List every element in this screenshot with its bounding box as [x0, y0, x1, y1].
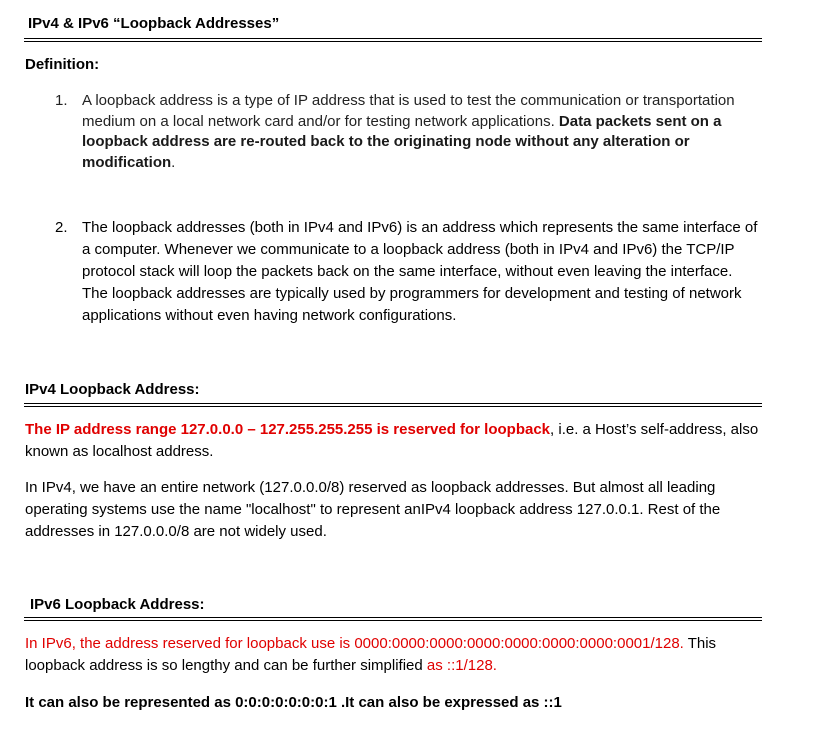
- page-title: IPv4 & IPv6 “Loopback Addresses”: [28, 15, 280, 32]
- ipv6-paragraph-2: It can also be represented as 0:0:0:0:0:0:0:1 .It can also be expressed as ::1: [25, 694, 562, 711]
- list-number-2: 2.: [55, 219, 68, 236]
- ipv6-paragraph-1-mid: This loopback address is so lengthy and can be further simplified: [25, 635, 717, 674]
- ipv4-heading-underline: [24, 403, 762, 407]
- list-item-1-bold: Data packets sent on a loopback address are re-routed back to the originating node without any alteration or modification: [82, 112, 722, 171]
- ipv4-paragraph-2: In IPv4, we have an entire network (127.0.0.0/8) reserved as loopback addresses. But almost all leading operating systems use the name "localhost" to represent anIPv4 loopback address 127.0.0.1. Rest of the addresses in 127.0.0.0/8 are not widely used.: [25, 479, 721, 540]
- list-number-1: 1.: [55, 92, 68, 109]
- list-item-1-text: A loopback address is a type of IP address that is used to test the communication or transportation medium on a local network card and/or for testing network applications.: [82, 92, 735, 130]
- ipv6-heading-underline: [24, 617, 762, 621]
- ipv6-reserved-address: In IPv6, the address reserved for loopback use is 0000:0000:0000:0000:0000:0000:0000:0001/128.: [25, 635, 684, 652]
- title-underline: [24, 38, 762, 42]
- ipv4-heading: IPv4 Loopback Address:: [25, 381, 200, 398]
- ipv4-reserved-range: The IP address range 127.0.0.0 – 127.255.255.255 is reserved for loopback: [25, 421, 551, 438]
- ipv6-simplified-address: as ::1/128.: [426, 657, 497, 674]
- definition-heading: Definition:: [25, 56, 100, 73]
- list-item-1-period: .: [171, 153, 176, 171]
- list-item-2: The loopback addresses (both in IPv4 and IPv6) is an address which represents the same interface of a computer. Whenever we communicate to a loopback address (both in IPv4 and IPv6) the TCP/IP protocol stack will loop the packets back on the same interface, without even leaving the interface. The loopback addresses are typically used by programmers for development and testing of network applications without even having network configurations.: [82, 219, 758, 324]
- ipv6-heading: IPv6 Loopback Address:: [30, 596, 205, 613]
- list-item-1: [82, 91, 772, 173]
- ipv4-paragraph-1-rest: , i.e. a Host’s self-address, also known as localhost address.: [25, 421, 759, 460]
- ipv6-paragraph-1: [25, 633, 770, 677]
- ipv4-paragraph-1: [25, 419, 770, 463]
